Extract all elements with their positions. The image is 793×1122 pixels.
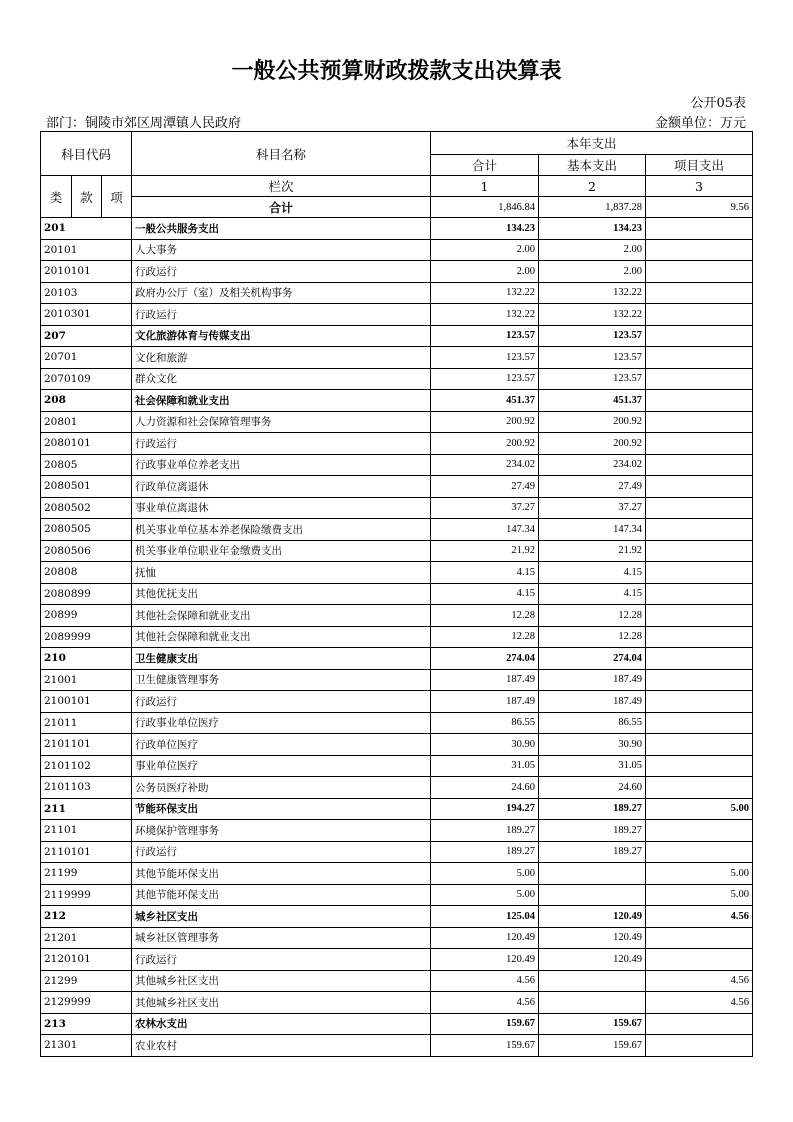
row-name: 公务员医疗补助 — [132, 777, 431, 799]
row-project — [646, 476, 753, 498]
row-code: 2080899 — [41, 583, 132, 605]
row-code: 207 — [41, 325, 132, 347]
row-basic — [539, 970, 646, 992]
row-total: 123.57 — [431, 368, 539, 390]
header-name: 科目名称 — [132, 132, 431, 176]
row-name: 行政单位医疗 — [132, 734, 431, 756]
row-basic: 123.57 — [539, 347, 646, 369]
table-row — [41, 798, 753, 820]
row-basic: 120.49 — [539, 927, 646, 949]
total-row-total: 1,846.84 — [431, 197, 539, 218]
row-project — [646, 927, 753, 949]
row-project — [646, 605, 753, 627]
row-basic: 120.49 — [539, 906, 646, 928]
row-total: 5.00 — [431, 863, 539, 885]
row-basic: 123.57 — [539, 325, 646, 347]
row-project — [646, 519, 753, 541]
row-basic — [539, 884, 646, 906]
row-total: 21.92 — [431, 540, 539, 562]
row-basic: 200.92 — [539, 411, 646, 433]
row-total: 234.02 — [431, 454, 539, 476]
row-total: 4.56 — [431, 970, 539, 992]
row-basic: 234.02 — [539, 454, 646, 476]
table-row — [41, 433, 753, 455]
row-project: 4.56 — [646, 970, 753, 992]
table-row — [41, 476, 753, 498]
row-code: 2070109 — [41, 368, 132, 390]
row-name: 文化和旅游 — [132, 347, 431, 369]
table-row — [41, 454, 753, 476]
row-name: 行政运行 — [132, 433, 431, 455]
header-basic: 基本支出 — [539, 155, 646, 176]
row-basic: 31.05 — [539, 755, 646, 777]
row-code: 2010301 — [41, 304, 132, 326]
table-row — [41, 669, 753, 691]
row-project — [646, 562, 753, 584]
row-name: 机关事业单位基本养老保险缴费支出 — [132, 519, 431, 541]
department-label: 部门：铜陵市郊区周潭镇人民政府 — [46, 116, 242, 131]
row-code: 21201 — [41, 927, 132, 949]
row-basic: 21.92 — [539, 540, 646, 562]
row-code: 20701 — [41, 347, 132, 369]
row-code: 210 — [41, 648, 132, 670]
row-project — [646, 669, 753, 691]
row-basic: 189.27 — [539, 820, 646, 842]
row-project — [646, 368, 753, 390]
budget-table — [40, 131, 753, 1057]
row-code: 2101103 — [41, 777, 132, 799]
table-row — [41, 734, 753, 756]
row-name: 行政运行 — [132, 261, 431, 283]
row-project — [646, 454, 753, 476]
row-name: 抚恤 — [132, 562, 431, 584]
row-basic: 134.23 — [539, 218, 646, 240]
row-total: 189.27 — [431, 820, 539, 842]
table-row — [41, 347, 753, 369]
row-code: 2101101 — [41, 734, 132, 756]
row-code: 2120101 — [41, 949, 132, 971]
row-total: 4.56 — [431, 992, 539, 1014]
table-row — [41, 411, 753, 433]
table-row — [41, 906, 753, 928]
row-basic: 86.55 — [539, 712, 646, 734]
row-basic: 27.49 — [539, 476, 646, 498]
row-name: 农林水支出 — [132, 1013, 431, 1035]
row-project — [646, 583, 753, 605]
header-col2: 2 — [539, 176, 646, 197]
row-name: 行政运行 — [132, 691, 431, 713]
table-row — [41, 949, 753, 971]
row-basic: 4.15 — [539, 583, 646, 605]
row-code: 2080101 — [41, 433, 132, 455]
row-project: 5.00 — [646, 798, 753, 820]
row-code: 2089999 — [41, 626, 132, 648]
row-name: 事业单位离退休 — [132, 497, 431, 519]
row-name: 一般公共服务支出 — [132, 218, 431, 240]
table-row — [41, 992, 753, 1014]
page-title: 一般公共预算财政拨款支出决算表 — [231, 59, 562, 84]
row-project — [646, 1035, 753, 1057]
row-code: 2080501 — [41, 476, 132, 498]
row-total: 147.34 — [431, 519, 539, 541]
row-project — [646, 282, 753, 304]
row-code: 208 — [41, 390, 132, 412]
row-total: 86.55 — [431, 712, 539, 734]
row-total: 200.92 — [431, 411, 539, 433]
row-total: 132.22 — [431, 304, 539, 326]
row-total: 194.27 — [431, 798, 539, 820]
row-basic: 12.28 — [539, 605, 646, 627]
row-code: 2010101 — [41, 261, 132, 283]
row-total: 187.49 — [431, 691, 539, 713]
row-project — [646, 755, 753, 777]
row-name: 其他节能环保支出 — [132, 884, 431, 906]
row-total: 132.22 — [431, 282, 539, 304]
header-xiang: 项 — [102, 176, 132, 218]
row-basic: 159.67 — [539, 1035, 646, 1057]
row-total: 134.23 — [431, 218, 539, 240]
row-basic: 24.60 — [539, 777, 646, 799]
row-basic: 120.49 — [539, 949, 646, 971]
header-col3: 3 — [646, 176, 753, 197]
row-code: 2080502 — [41, 497, 132, 519]
table-row — [41, 626, 753, 648]
row-project — [646, 261, 753, 283]
row-code: 20101 — [41, 239, 132, 261]
table-row — [41, 1035, 753, 1057]
table-row — [41, 282, 753, 304]
row-total: 123.57 — [431, 325, 539, 347]
row-basic — [539, 992, 646, 1014]
row-project — [646, 239, 753, 261]
row-basic: 147.34 — [539, 519, 646, 541]
row-name: 环境保护管理事务 — [132, 820, 431, 842]
row-name: 城乡社区支出 — [132, 906, 431, 928]
row-basic: 123.57 — [539, 368, 646, 390]
row-code: 21101 — [41, 820, 132, 842]
row-project — [646, 325, 753, 347]
row-basic: 451.37 — [539, 390, 646, 412]
row-name: 行政运行 — [132, 304, 431, 326]
table-row — [41, 970, 753, 992]
row-name: 人大事务 — [132, 239, 431, 261]
row-total: 451.37 — [431, 390, 539, 412]
row-total: 200.92 — [431, 433, 539, 455]
row-code: 20805 — [41, 454, 132, 476]
row-basic: 187.49 — [539, 669, 646, 691]
header-kuan: 款 — [72, 176, 102, 218]
row-code: 2100101 — [41, 691, 132, 713]
table-row — [41, 239, 753, 261]
row-name: 机关事业单位职业年金缴费支出 — [132, 540, 431, 562]
row-project — [646, 949, 753, 971]
table-row — [41, 691, 753, 713]
table-row — [41, 863, 753, 885]
row-code: 213 — [41, 1013, 132, 1035]
row-basic: 189.27 — [539, 798, 646, 820]
row-code: 21301 — [41, 1035, 132, 1057]
row-code: 20899 — [41, 605, 132, 627]
row-total: 12.28 — [431, 626, 539, 648]
row-code: 2110101 — [41, 841, 132, 863]
row-name: 其他城乡社区支出 — [132, 992, 431, 1014]
table-row — [41, 368, 753, 390]
table-row — [41, 540, 753, 562]
table-row — [41, 777, 753, 799]
row-name: 节能环保支出 — [132, 798, 431, 820]
row-code: 2129999 — [41, 992, 132, 1014]
row-total: 2.00 — [431, 239, 539, 261]
row-total: 4.15 — [431, 562, 539, 584]
row-total: 189.27 — [431, 841, 539, 863]
row-project — [646, 497, 753, 519]
row-name: 群众文化 — [132, 368, 431, 390]
row-code: 20103 — [41, 282, 132, 304]
row-project — [646, 411, 753, 433]
row-project — [646, 734, 753, 756]
table-row — [41, 884, 753, 906]
row-name: 农业农村 — [132, 1035, 431, 1057]
row-basic: 187.49 — [539, 691, 646, 713]
row-basic: 132.22 — [539, 304, 646, 326]
table-row — [41, 755, 753, 777]
row-total: 159.67 — [431, 1013, 539, 1035]
table-row — [41, 605, 753, 627]
row-name: 卫生健康支出 — [132, 648, 431, 670]
row-total: 274.04 — [431, 648, 539, 670]
table-row — [41, 218, 753, 240]
table-row — [41, 261, 753, 283]
row-name: 事业单位医疗 — [132, 755, 431, 777]
row-total: 24.60 — [431, 777, 539, 799]
row-code: 20808 — [41, 562, 132, 584]
table-row — [41, 304, 753, 326]
unit-label: 金额单位：万元 — [654, 116, 746, 131]
row-project — [646, 1013, 753, 1035]
header-total: 合计 — [431, 155, 539, 176]
row-basic: 159.67 — [539, 1013, 646, 1035]
total-row-basic: 1,837.28 — [539, 197, 646, 218]
row-project: 4.56 — [646, 992, 753, 1014]
row-project — [646, 691, 753, 713]
row-code: 2080505 — [41, 519, 132, 541]
row-basic — [539, 863, 646, 885]
table-row — [41, 390, 753, 412]
row-project: 5.00 — [646, 863, 753, 885]
row-total: 2.00 — [431, 261, 539, 283]
row-code: 201 — [41, 218, 132, 240]
row-code: 2101102 — [41, 755, 132, 777]
row-name: 卫生健康管理事务 — [132, 669, 431, 691]
row-project — [646, 712, 753, 734]
row-total: 30.90 — [431, 734, 539, 756]
row-name: 社会保障和就业支出 — [132, 390, 431, 412]
table-row — [41, 712, 753, 734]
row-basic: 30.90 — [539, 734, 646, 756]
row-basic: 200.92 — [539, 433, 646, 455]
table-row — [41, 583, 753, 605]
row-basic: 37.27 — [539, 497, 646, 519]
row-total: 37.27 — [431, 497, 539, 519]
header-lei: 类 — [41, 176, 72, 218]
row-project — [646, 347, 753, 369]
row-code: 2119999 — [41, 884, 132, 906]
row-name: 文化旅游体育与传媒支出 — [132, 325, 431, 347]
row-total: 31.05 — [431, 755, 539, 777]
row-project — [646, 390, 753, 412]
row-name: 行政运行 — [132, 949, 431, 971]
row-basic: 274.04 — [539, 648, 646, 670]
table-row — [41, 927, 753, 949]
row-code: 212 — [41, 906, 132, 928]
row-basic: 2.00 — [539, 239, 646, 261]
row-total: 120.49 — [431, 927, 539, 949]
table-row — [41, 841, 753, 863]
header-code: 科目代码 — [41, 132, 132, 176]
row-project: 5.00 — [646, 884, 753, 906]
row-project — [646, 777, 753, 799]
row-basic: 2.00 — [539, 261, 646, 283]
header-current-year: 本年支出 — [431, 132, 753, 155]
row-total: 27.49 — [431, 476, 539, 498]
table-row — [41, 497, 753, 519]
row-name: 其他社会保障和就业支出 — [132, 626, 431, 648]
row-basic: 189.27 — [539, 841, 646, 863]
row-code: 21299 — [41, 970, 132, 992]
row-code: 20801 — [41, 411, 132, 433]
header-project: 项目支出 — [646, 155, 753, 176]
row-name: 行政单位离退休 — [132, 476, 431, 498]
row-total: 187.49 — [431, 669, 539, 691]
header-col1: 1 — [431, 176, 539, 197]
row-total: 4.15 — [431, 583, 539, 605]
table-row — [41, 648, 753, 670]
row-name: 其他社会保障和就业支出 — [132, 605, 431, 627]
table-row — [41, 562, 753, 584]
row-total: 125.04 — [431, 906, 539, 928]
row-code: 2080506 — [41, 540, 132, 562]
table-row — [41, 325, 753, 347]
row-basic: 4.15 — [539, 562, 646, 584]
row-project — [646, 304, 753, 326]
row-name: 其他城乡社区支出 — [132, 970, 431, 992]
row-project — [646, 841, 753, 863]
table-row — [41, 1013, 753, 1035]
row-project — [646, 540, 753, 562]
header-lanci: 栏次 — [132, 176, 431, 197]
row-project — [646, 433, 753, 455]
row-total: 159.67 — [431, 1035, 539, 1057]
row-name: 行政事业单位养老支出 — [132, 454, 431, 476]
row-project: 4.56 — [646, 906, 753, 928]
row-name: 城乡社区管理事务 — [132, 927, 431, 949]
row-total: 12.28 — [431, 605, 539, 627]
row-code: 21011 — [41, 712, 132, 734]
form-number: 公开05表 — [690, 96, 746, 111]
row-project — [646, 218, 753, 240]
row-code: 21199 — [41, 863, 132, 885]
row-name: 其他优抚支出 — [132, 583, 431, 605]
total-row-label: 合计 — [132, 197, 431, 218]
row-name: 其他节能环保支出 — [132, 863, 431, 885]
row-basic: 132.22 — [539, 282, 646, 304]
row-total: 5.00 — [431, 884, 539, 906]
row-code: 211 — [41, 798, 132, 820]
row-project — [646, 648, 753, 670]
row-project — [646, 820, 753, 842]
row-name: 人力资源和社会保障管理事务 — [132, 411, 431, 433]
row-code: 21001 — [41, 669, 132, 691]
row-name: 行政运行 — [132, 841, 431, 863]
row-name: 政府办公厅（室）及相关机构事务 — [132, 282, 431, 304]
row-total: 123.57 — [431, 347, 539, 369]
table-row — [41, 820, 753, 842]
row-project — [646, 626, 753, 648]
total-row-project: 9.56 — [646, 197, 753, 218]
table-row — [41, 519, 753, 541]
row-basic: 12.28 — [539, 626, 646, 648]
row-total: 120.49 — [431, 949, 539, 971]
row-name: 行政事业单位医疗 — [132, 712, 431, 734]
